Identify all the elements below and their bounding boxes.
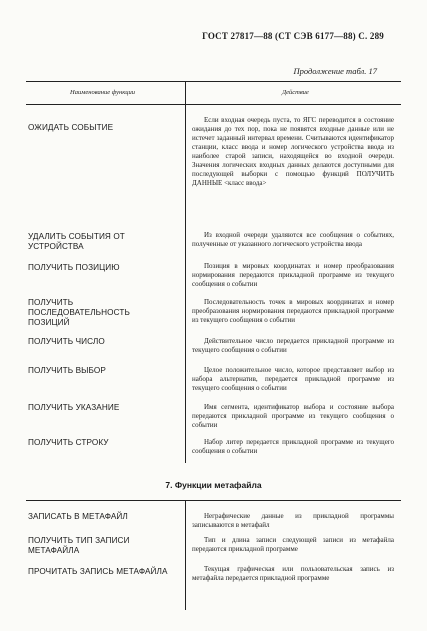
function-action: Действительное число передается прикладной программе из текущего сообщения о событии bbox=[192, 337, 394, 354]
function-action: Из входной очереди удаляются все сообщения о событиях, полученные от указанного логического устройства ввода bbox=[192, 231, 394, 248]
table-column-divider bbox=[185, 81, 186, 104]
section-title: 7. Функции метафайла bbox=[165, 480, 262, 490]
function-name: ПОЛУЧИТЬ ПОЗИЦИЮ bbox=[28, 263, 120, 272]
function-name: ПОЛУЧИТЬ ЧИСЛО bbox=[28, 337, 105, 346]
function-name: ПОЛУЧИТЬ ПОСЛЕДОВАТЕЛЬНОСТЬ ПОЗИЦИЙ bbox=[28, 298, 130, 327]
function-name: ПОЛУЧИТЬ ТИП ЗАПИСИ МЕТАФАЙЛА bbox=[28, 536, 130, 555]
function-action: Если входная очередь пуста, то ЯГС переводится в состояние ожидания до тех пор, пока не появятся входные данные или не истечет заданный интервал времени. Считываются идентификатор станции, класс ввода и номер логического устройства ввода из наиболее старой записи, находящейся во входной очереди. Значения логических входных данных делаются доступными для последующей выборки с помощью функций ПОЛУЧИТЬ ДАННЫЕ <класс ввода> bbox=[192, 116, 394, 187]
function-action: Тип и длина записи следующей записи из метафайла передаются прикладной программе bbox=[192, 536, 394, 553]
table-continuation-label: Продолжение табл. 17 bbox=[293, 66, 377, 76]
column-header-function: Наименование функции bbox=[70, 89, 136, 96]
function-name: ПРОЧИТАТЬ ЗАПИСЬ МЕТАФАЙЛА bbox=[28, 567, 168, 576]
page-header: ГОСТ 27817—88 (СТ СЭВ 6177—88) С. 289 bbox=[202, 31, 384, 41]
function-name: ОЖИДАТЬ СОБЫТИЕ bbox=[28, 123, 114, 132]
table-header-rule bbox=[26, 104, 401, 105]
table-body-divider bbox=[185, 104, 186, 463]
function-action: Текущая графическая или пользовательская запись из метафайла передается прикладной программе bbox=[192, 565, 394, 582]
section-top-rule bbox=[26, 500, 401, 501]
function-name: ЗАПИСАТЬ В МЕТАФАЙЛ bbox=[28, 512, 128, 521]
section-column-divider bbox=[185, 500, 186, 610]
table-top-rule bbox=[26, 81, 401, 82]
function-action: Неграфические данные из прикладной программы записываются в метафайл bbox=[192, 512, 394, 529]
function-action: Позиция в мировых координатах и номер преобразования нормирования передаются прикладной программе из текущего сообщения о событии bbox=[192, 262, 394, 288]
column-header-action: Действие bbox=[282, 89, 309, 96]
function-action: Имя сегмента, идентификатор выбора и состояние выбора передаются прикладной программе из текущего сообщения о событии bbox=[192, 403, 394, 429]
function-action: Набор литер передается прикладной программе из текущего сообщения о событии bbox=[192, 438, 394, 455]
function-name: ПОЛУЧИТЬ ВЫБОР bbox=[28, 366, 106, 375]
function-name: УДАЛИТЬ СОБЫТИЯ ОТ УСТРОЙСТВА bbox=[28, 232, 125, 251]
function-name: ПОЛУЧИТЬ СТРОКУ bbox=[28, 438, 109, 447]
function-action: Последовательность точек в мировых координатах и номер преобразования нормирования передаются прикладной программе из текущего сообщения о событии bbox=[192, 298, 394, 324]
function-name: ПОЛУЧИТЬ УКАЗАНИЕ bbox=[28, 403, 120, 412]
function-action: Целое положительное число, которое представляет выбор из набора альтернатив, передается прикладной программе из текущего сообщения о событии bbox=[192, 366, 394, 392]
